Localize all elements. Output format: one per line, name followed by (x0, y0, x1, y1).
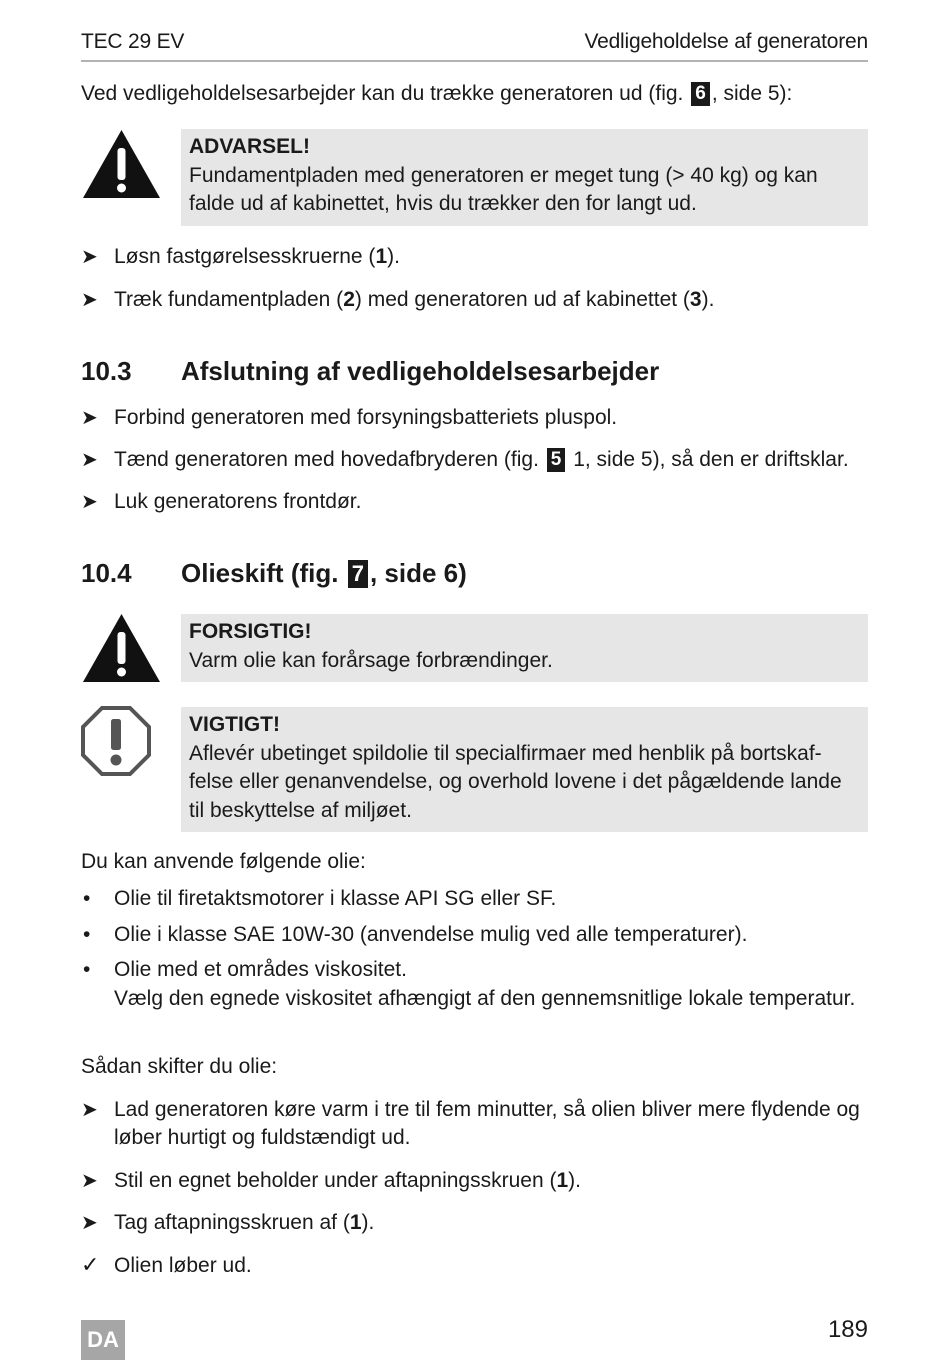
page-number: 189 (827, 1316, 868, 1343)
step-item (81, 1209, 374, 1237)
caution-box (181, 614, 868, 682)
caution-line: Varm olie kan forårsage forbrændinger. (189, 648, 553, 672)
list-text-continued: Vælg den egnede viskositet afhængigt af den gennemsnitlige lokale temperatur. (114, 987, 856, 1010)
warning-triangle-icon (81, 128, 162, 200)
step-item (81, 446, 849, 474)
step-text-end: ). (701, 288, 715, 311)
intro-text: Ved vedligeholdelsesarbejder kan du trække generatoren ud (fig. (81, 82, 684, 105)
arrow-icon: ➤ (81, 246, 98, 268)
section-heading-10-4 (81, 558, 467, 589)
figure-ref-badge: 7 (348, 560, 368, 588)
bullet-icon: • (83, 958, 91, 981)
header-chapter: Vedligeholdelse af generatoren (584, 30, 868, 53)
step-ref: 3 (689, 288, 702, 311)
figure-ref-badge: 6 (691, 82, 710, 106)
header-model: TEC 29 EV (81, 30, 185, 53)
warning-line: falde ud af kabinettet, hvis du trækker den for langt ud. (189, 192, 697, 215)
language-badge: DA (81, 1320, 125, 1360)
figure-ref-badge: 5 (547, 448, 566, 472)
list-item (81, 955, 855, 1013)
list-text: Olie til firetaktsmotorer i klasse API SG eller SF. (114, 887, 557, 910)
result-item (81, 1251, 252, 1280)
step-item (81, 1096, 860, 1152)
bullet-icon: • (83, 923, 91, 946)
section-title-text: Olieskift (fig. (181, 558, 339, 588)
step-ref: 2 (343, 288, 355, 311)
header-rule (81, 60, 868, 62)
step-text: Forbind generatoren med forsyningsbatteriets pluspol. (114, 406, 618, 429)
step-text: ) med generatoren ud af kabinettet ( (354, 288, 690, 311)
step-text: Tænd generatoren med hovedafbryderen (fig. (114, 448, 539, 471)
intro-text-after: , side 5): (711, 82, 793, 105)
step-ref: 1 (375, 245, 388, 268)
step-text: Stil en egnet beholder under aftapningsskruen ( (114, 1169, 557, 1192)
bullet-icon: • (83, 887, 91, 910)
octagon-exclamation-icon (81, 706, 151, 776)
arrow-icon: ➤ (81, 1099, 98, 1121)
important-title: VIGTIGT! (189, 713, 280, 736)
step-item (81, 243, 400, 271)
important-line: til beskyttelse af miljøet. (189, 798, 412, 822)
list-item (81, 920, 747, 949)
arrow-icon: ➤ (81, 491, 98, 513)
warning-line: Fundamentpladen med generatoren er meget tung (> 40 kg) og kan (189, 163, 818, 187)
section-number: 10.4 (81, 558, 132, 588)
step-text: Luk generatorens frontdør. (114, 490, 362, 513)
step-text (114, 1096, 860, 1152)
list-item (81, 884, 556, 913)
step-text-end: ). (387, 245, 400, 268)
step-text: Træk fundamentpladen ( (114, 288, 344, 311)
arrow-icon: ➤ (81, 1170, 98, 1192)
oil-intro: Du kan anvende følgende olie: (81, 850, 366, 873)
warning-triangle-icon (81, 612, 162, 684)
important-line: Aflevér ubetinget spildolie til specialfirmaer med henblik på bortskaf- (189, 741, 822, 765)
step-ref: 1 (349, 1211, 362, 1234)
important-box (181, 707, 868, 832)
list-text: Olie med et områdes viskositet. (114, 958, 407, 981)
change-intro: Sådan skifter du olie: (81, 1055, 278, 1078)
caution-title: FORSIGTIG! (189, 620, 312, 643)
arrow-icon: ➤ (81, 449, 98, 471)
step-text: Tag aftapningsskruen af ( (114, 1211, 350, 1234)
warning-box (181, 129, 868, 226)
checkmark-icon: ✓ (81, 1252, 100, 1277)
step-text-end: ). (361, 1211, 375, 1234)
important-line: felse eller genanvendelse, og overhold lovene i det pågældende lande (189, 770, 842, 793)
step-ref: 1 (556, 1169, 569, 1192)
list-text: Olie i klasse SAE 10W-30 (anvendelse mulig ved alle temperaturer). (114, 923, 748, 946)
step-text-end: ). (568, 1169, 581, 1192)
section-heading-10-3 (81, 356, 659, 387)
step-text: Løsn fastgørelsesskruerne ( (114, 245, 376, 268)
section-number: 10.3 (81, 356, 132, 386)
step-line: Lad generatoren køre varm i tre til fem minutter, så olien bliver mere flydende og (114, 1098, 860, 1121)
section-title: Afslutning af vedligeholdelsesarbejder (181, 356, 660, 386)
step-text-end: 1, side 5), så den er driftsklar. (573, 448, 849, 471)
step-item (81, 286, 714, 314)
section-title-text-end: , side 6) (369, 558, 467, 588)
step-line: løber hurtigt og fuldstændigt ud. (114, 1126, 411, 1149)
intro-paragraph (81, 82, 792, 106)
warning-title: ADVARSEL! (189, 135, 310, 158)
arrow-icon: ➤ (81, 289, 98, 311)
step-item (81, 488, 361, 516)
result-text: Olien løber ud. (114, 1254, 252, 1277)
section-title (181, 558, 467, 589)
arrow-icon: ➤ (81, 407, 98, 429)
step-item (81, 404, 617, 432)
step-item (81, 1167, 581, 1195)
arrow-icon: ➤ (81, 1212, 98, 1234)
